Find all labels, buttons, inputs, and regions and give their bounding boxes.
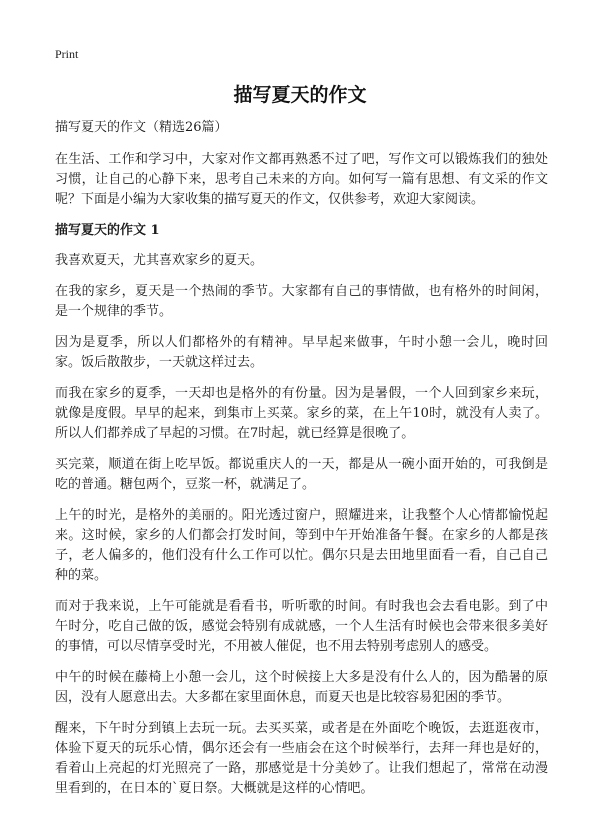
body-paragraph: 而我在家乡的夏季，一天却也是格外的有份量。因为是暑假，一个人回到家乡来玩，就像是度假。早早的起来，到集市上买菜。家乡的菜，在上午10时，就没有人卖了。所以人们都养成了早起的习惯。在7时起，就已经算是很晚了。 (55, 386, 548, 441)
intro-paragraph: 在生活、工作和学习中，大家对作文都再熟悉不过了吧，写作文可以锻炼我们的独处习惯，让自己的心静下来，思考自己未来的方向。如何写一篇有思想、有文采的作文呢？下面是小编为大家收集的描写夏天的作文，仅供参考，欢迎大家阅读。 (55, 152, 548, 207)
body-paragraph: 醒来，下午时分到镇上去玩一玩。去买买菜，或者是在外面吃个晚饭，去逛逛夜市，体验下夏天的玩乐心情，偶尔还会有一些庙会在这个时候举行，去拜一拜也是好的，看着山上亮起的灯光照亮了一路，那感觉是十分美妙了。让我们想起了，常常在动漫里看到的，在日本的`夏日祭。大概就是这样的心情吧。 (55, 721, 548, 796)
body-paragraph: 上午的时光，是格外的美丽的。阳光透过窗户，照耀进来，让我整个人心情都愉悦起来。这时候，家乡的人们都会打发时间，等到中午开始准备午餐。在家乡的人都是孩子，老人偏多的，他们没有什么工作可以忙。偶尔只是去田地里面看一看，自己自己种的菜。 (55, 508, 548, 583)
section-heading: 描写夏天的作文 1 (55, 223, 160, 238)
body-paragraph: 因为是夏季，所以人们都格外的有精神。早早起来做事，午时小憩一会儿，晚时回家。饭后散散步，一天就这样过去。 (55, 335, 548, 370)
body-paragraph: 在我的家乡，夏天是一个热闹的季节。大家都有自己的事情做，也有格外的时间闲，是一个规律的季节。 (55, 284, 548, 319)
body-paragraph: 中午的时候在藤椅上小憩一会儿，这个时候接上大多是没有什么人的，因为酷暑的原因，没有人愿意出去。大多都在家里面休息，而夏天也是比较容易犯困的季节。 (55, 670, 548, 705)
body-paragraph: 而对于我来说，上午可能就是看看书，听听歌的时间。有时我也会去看电影。到了中午时分，吃自己做的饭，感觉会特别有成就感，一个人生活有时候也会带来很多美好的事情，可以尽情享受时光，不用被人催促，也不用去特别考虑别人的感受。 (55, 599, 548, 654)
document-body (55, 118, 548, 810)
document-subtitle: 描写夏天的作文（精选26篇） (55, 120, 228, 135)
body-paragraph: 我喜欢夏天，尤其喜欢家乡的夏天。 (55, 253, 264, 268)
body-paragraph: 买完菜，顺道在街上吃早饭。都说重庆人的一天，都是从一碗小面开始的，可我倒是吃的普通。糖包两个，豆浆一杯，就满足了。 (55, 457, 548, 492)
print-link[interactable]: Print (55, 47, 79, 61)
document-title: 描写夏天的作文 (233, 84, 367, 106)
